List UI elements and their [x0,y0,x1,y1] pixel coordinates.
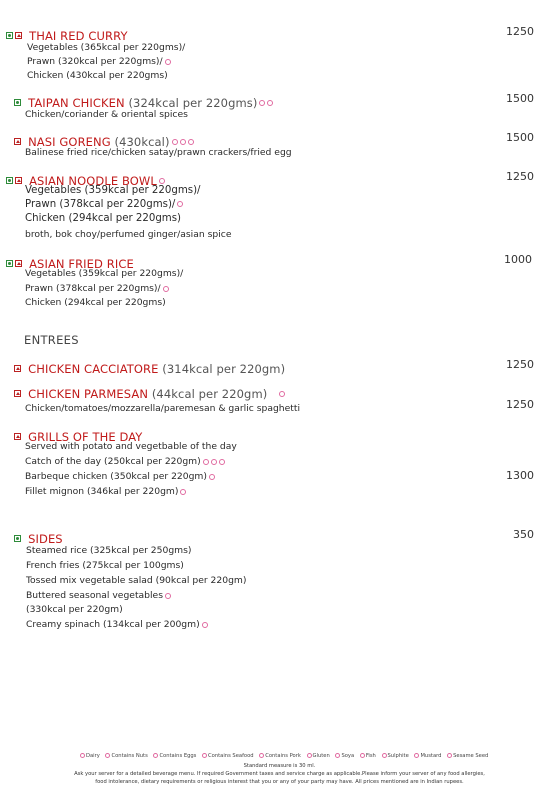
seafood-icon [172,139,178,145]
seafood-icon [177,201,183,207]
item-line: French fries (275kcal per 100gms) [26,560,184,571]
soya-icon [180,139,186,145]
item-line: Chicken/tomatoes/mozzarella/paremesan & garlic spaghetti [25,403,301,414]
item-price: 350 [513,528,534,541]
nonveg-icon [14,365,21,372]
mustard-icon [414,753,419,758]
soya-icon [335,753,340,758]
eggs-icon [153,753,158,758]
fish-icon [360,753,365,758]
nonveg-icon [15,260,22,267]
sulphite-icon [209,474,215,480]
nonveg-icon [15,177,22,184]
footer-standard-measure: Standard measure is 30 ml. [243,763,316,769]
nuts-icon [105,753,110,758]
footer-line-2: food intolerance, dietary requirements or religious interest that you or any of your party may have. All prices mentioned are in Indian rupees. [95,779,464,785]
item-line: Prawn (378kcal per 220gms)/ [25,283,169,294]
dairy-icon [279,391,285,397]
item-line: Served with potato and vegetbable of the day [25,441,237,452]
item-line: (330kcal per 220gm) [26,604,123,615]
pork-icon [259,753,264,758]
item-title: THAI RED CURRY [29,29,128,43]
item-line: Steamed rice (325kcal per 250gms) [26,545,192,556]
nonveg-icon [14,138,21,145]
mustard-icon [267,100,273,106]
item-line: Chicken (294kcal per 220gms) [25,297,166,308]
mustard-icon [180,489,186,495]
gluten-icon [203,459,209,465]
dairy-icon [165,593,171,599]
allergen-legend: Dairy Contains Nuts Contains Eggs Contains Seafood Contains Pork Gluten Soya Fish Sulphite Mustard Sesame Seed [76,753,488,759]
item-price: 1250 [506,25,534,38]
item-kcal: (324kcal per 220gms) [124,96,258,110]
item-price: 1250 [506,398,534,411]
item-price: 1500 [506,92,534,105]
item-line: Barbeque chicken (350kcal per 220gm) [25,471,215,482]
seafood-icon [163,286,169,292]
item-line: Chicken/coriander & oriental spices [25,109,188,120]
item-line: Vegetables (365kcal per 220gms)/ [27,42,186,53]
item-price: 1000 [504,253,532,266]
item-kcal: (314kcal per 220gm) [158,362,286,376]
seafood-icon [211,459,217,465]
item-line: Chicken (294kcal per 220gms) [25,213,182,224]
veg-icon [6,260,13,267]
seafood-icon [202,753,207,758]
item-price: 1250 [506,358,534,371]
item-title: TAIPAN CHICKEN [28,96,125,110]
soya-icon [259,100,265,106]
nonveg-icon [14,390,21,397]
sesame-icon [447,753,452,758]
item-title: ASIAN FRIED RICE [29,257,134,271]
eggs-icon [219,459,225,465]
veg-icon [6,177,13,184]
item-line: Catch of the day (250kcal per 220gm) [25,456,225,467]
item-line: Vegetables (359kcal per 220gms)/ [25,185,201,196]
item-line: broth, bok choy/perfumed ginger/asian spice [25,229,232,240]
section-heading-entrees: ENTREES [24,333,79,347]
item-title: GRILLS OF THE DAY [28,430,143,444]
item-title: ASIAN NOODLE BOWL [29,174,157,188]
item-price: 1300 [506,469,534,482]
item-title: SIDES [28,532,63,546]
item-line: Buttered seasonal vegetables [26,590,171,601]
item-kcal: (430kcal) [110,135,170,149]
item-line: Prawn (378kcal per 220gms)/ [25,199,183,210]
seafood-icon [165,59,171,65]
item-price: 1500 [506,131,534,144]
menu-item-chicken-parmesan [14,383,285,402]
footer-line-1: Ask your server for a detailed beverage menu. If required Government taxes and service charge as applicable.Please inform your server of any food allergies, [74,771,485,777]
item-line: Prawn (320kcal per 220gms)/ [27,56,171,67]
item-title: CHICKEN CACCIATORE [28,362,159,376]
nonveg-icon [14,433,21,440]
nonveg-icon [15,32,22,39]
veg-icon [14,99,21,106]
gluten-icon [159,178,165,184]
mustard-icon [188,139,194,145]
dairy-icon [80,753,85,758]
item-line: Balinese fried rice/chicken satay/prawn crackers/fried egg [25,147,292,158]
item-line: Vegetables (359kcal per 220gms)/ [25,268,184,279]
sulphite-icon [382,753,387,758]
menu-item-chicken-cacciatore [14,358,285,377]
item-price: 1250 [506,170,534,183]
item-line: Tossed mix vegetable salad (90kcal per 220gm) [26,575,247,586]
item-title: NASI GORENG [28,135,111,149]
item-line: Creamy spinach (134kcal per 200gm) [26,619,208,630]
dairy-icon [202,622,208,628]
gluten-icon [307,753,312,758]
item-kcal: (44kcal per 220gm) [148,387,268,401]
veg-icon [6,32,13,39]
item-line: Fillet mignon (346kal per 220gm) [25,486,186,497]
veg-icon [14,535,21,542]
item-title: CHICKEN PARMESAN [28,387,149,401]
item-line: Chicken (430kcal per 220gms) [27,70,168,81]
